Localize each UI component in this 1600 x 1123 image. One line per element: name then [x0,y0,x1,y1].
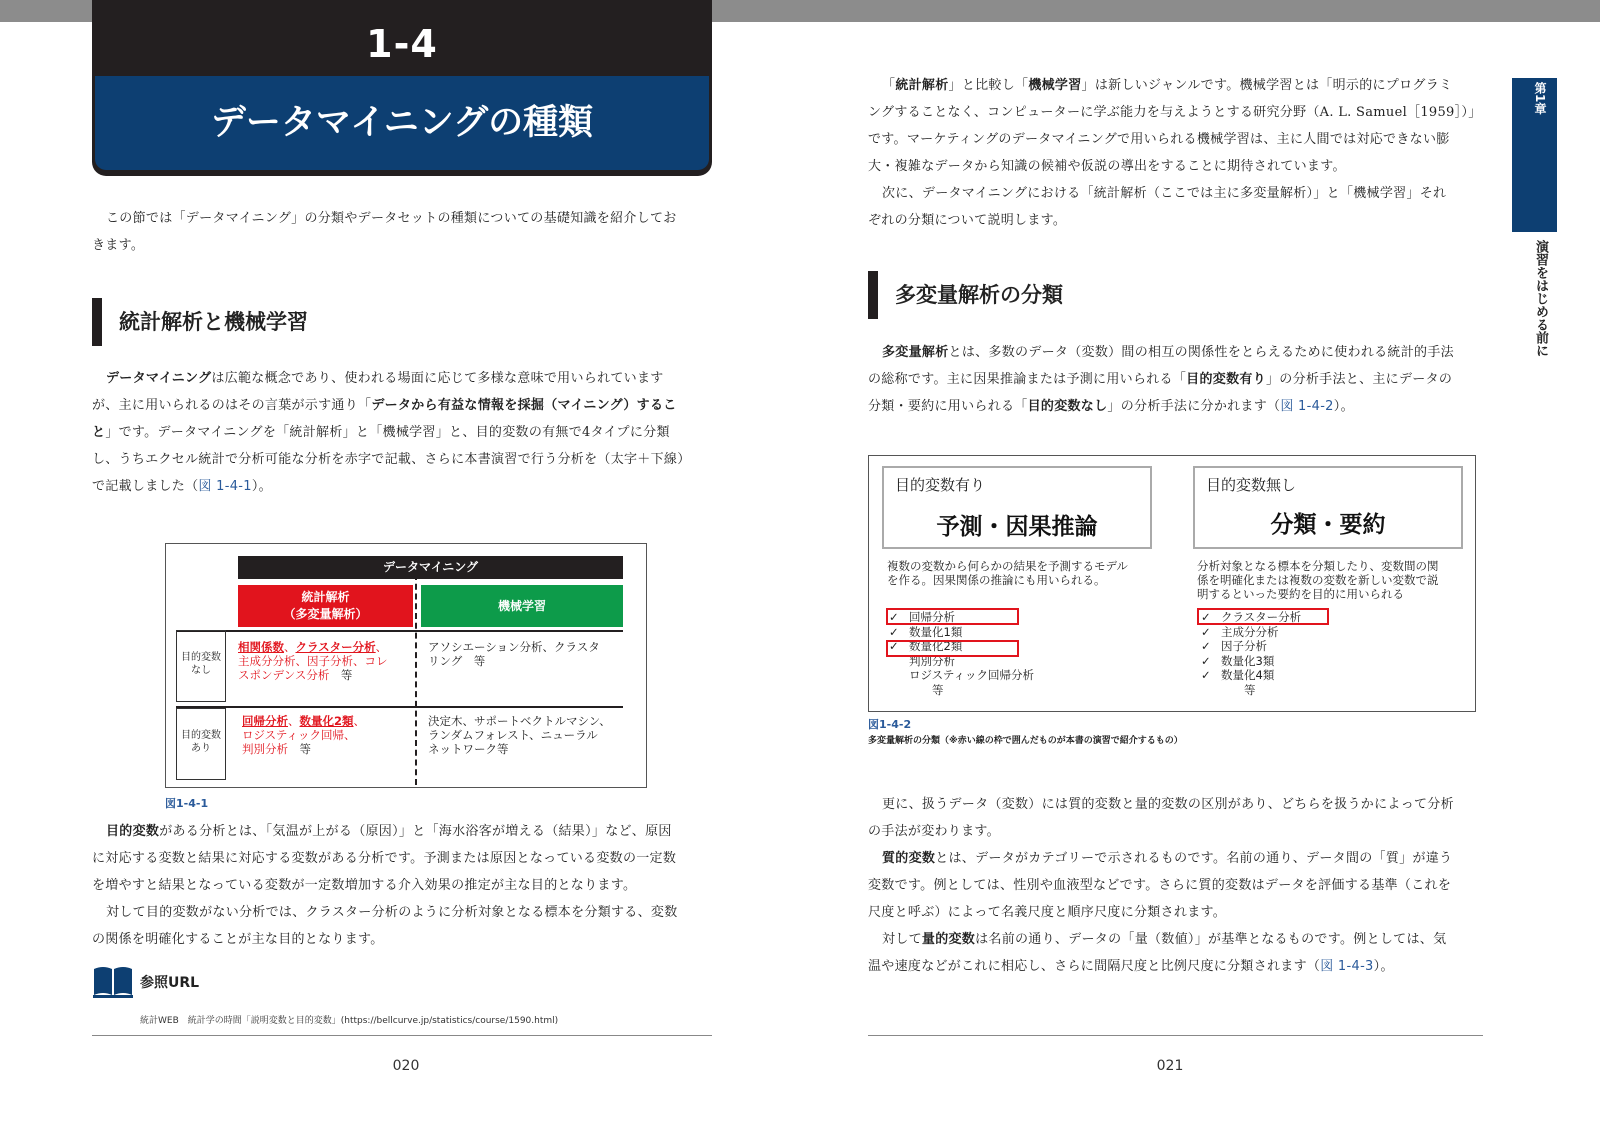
list-item: ✓ 主成分分析 [1201,624,1279,639]
fig2-title-classification: 分類・要約 [1270,512,1386,538]
heading-stat-ml: 統計解析と機械学習 [92,298,492,346]
figure-1-4-2 [868,455,1476,712]
figure-1-4-1 [165,543,647,788]
paragraph-ml-intro: 「統計解析」と比較し「機械学習」は新しいジャンルです。機械学習とは「明示的にプログラミ ングすることなく、コンピューターに学ぶ能力を与えようとする研究分野（A. L. Samuel［1959］）」 です。マーケティングのデータマイニングで用いられる機械学習は、主に人間では対応できない膨 大・複雑なデータから知識の候補や仮説の導出をすることに期待されています。 次に、データマイニングにおける「統計解析（ここでは主に多変量解析）」と「機械学習」それ ぞれの分類について説明します。 [868,78,1482,228]
paragraph-target-variable: 目的変数がある分析とは、「気温が上がる（原因）」と「海水浴客が増える（結果）」など、原因 に対応する変数と結果に対応する変数がある分析です。予測または原因となっている変数の一定数 を増やすと結果となっている変数が一定数増加する介入効果の推定が主な目的となります。 対して目的変数がない分析では、クラスター分析のように分析対象となる標本を分類する、変数 の関係を明確化することが主な目的となります。 [92,824,678,947]
footer-rule [92,1035,712,1036]
fig1-row-label-no-target: 目的変数 なし [176,630,226,702]
page-number-left: 020 [392,1058,420,1074]
fig1-rule-mid [176,706,623,708]
paragraph-datamining: データマイニングは広範な概念であり、使われる場面に応じて多様な意味で用いられています が、主に用いられるのはその言葉が示す通り「データから有益な情報を採掘（マイニング）するこ と」です。データマイニングを「統計解析」と「機械学習」と、目的変数の有無で4タイプに分類 し、うちエクセル統計で分析可能な分析を赤字で記載、さらに本書演習で行う分析を（太字＋下線） で記載しました（図 1-4-1）。 [92,371,691,494]
paragraph-variable-types: 更に、扱うデータ（変数）には質的変数と量的変数の区別があり、どちらを扱うかによって分析 の手法が変わります。 質的変数とは、データがカテゴリーで示されるものです。名前の通り、データ間の「質」が違う 変数です。例としては、性別や血液型などです。さらに質的変数はデータを評価する基準（これを 尺度と呼ぶ）によって名義尺度と順序尺度に分類されます。 対して量的変数は名前の通り、データの「量（数値）」が基準となるものです。例としては、気 温や速度などがこれに相応し、さらに間隔尺度と比例尺度に分類されます（図 1-4-3）。 [868,797,1454,974]
list-item: 等 [909,682,944,697]
paragraph-multivariate: 多変量解析とは、多数のデータ（変数）間の相互の関係性をとらえるために使われる統計的手法 の総称です。主に因果推論または予測に用いられる「目的変数有り」の分析手法と、主にデータの 分類・要約に用いられる「目的変数なし」の分析手法に分かれます（図 1-4-2）。 [868,345,1454,414]
fig1-row-label-target: 目的変数 あり [176,708,226,780]
fig1-cell-ml-no-target: アソシエーション分析、クラスタ リング 等 [428,640,600,668]
list-item: ✓ 因子分析 [1201,639,1267,654]
fig2-label-with-target: 目的変数有り [895,476,986,494]
list-item: ✓ 回帰分析 [889,610,955,624]
fig1-header-stat: 統計解析 （多変量解析） [238,585,413,627]
list-item: ✓ 数量化2類 [889,639,963,654]
list-item: ✓ 数量化4類 [1201,668,1275,683]
page-number-right: 021 [1156,1058,1184,1074]
fig2-desc-without-target: 分析対象となる標本を分類したり、変数間の関 係を明確化または複数の変数を新しい変数で説 明するといった要約を目的に用いられる [1197,559,1439,601]
figure-1-4-2-caption-text: 多変量解析の分類（※赤い線の枠で囲んだものが本書の演習で紹介するもの） [868,736,1183,746]
section-title-bar [95,76,709,170]
figure-ref-link[interactable]: 図 1-4-2 [1280,399,1334,414]
book-icon [92,963,134,999]
right-page [800,0,1600,1123]
figure-1-4-2-caption-number: 図1-4-2 [868,718,912,731]
chapter-tab [1512,78,1557,232]
figure-ref-link[interactable]: 図 1-4-3 [1320,959,1374,974]
list-item: ✓ 数量化3類 [1201,653,1275,668]
fig2-label-without-target: 目的変数無し [1206,476,1297,494]
fig1-cell-stat-no-target: 相関係数、クラスター分析、 主成分分析、因子分析、コレ スポンデンス分析 等 [238,640,388,682]
fig2-title-prediction: 予測・因果推論 [936,514,1098,540]
list-item: ロジスティック回帰分析 [909,668,1035,683]
fig2-desc-with-target: 複数の変数から何らかの結果を予測するモデル を作る。因果関係の推論にも用いられる。 [887,559,1128,587]
intro-paragraph: この節では「データマイニング」の分類やデータセットの種類についての基礎知識を紹介してお きます。 [92,211,677,253]
fig1-header-ml: 機械学習 [421,585,623,627]
reference-url-title: 参照URL [140,975,200,991]
heading-multivariate: 多変量解析の分類 [868,271,1268,319]
fig2-box-with-target [882,466,1152,549]
list-item: ✓ 数量化1類 [889,624,963,639]
fig2-highlight-cluster [1197,608,1329,625]
fig1-divider [415,574,417,785]
reference-url-link[interactable]: 統計WEB 統計学の時間「説明変数と目的変数」(https://bellcurve.jp/statistics/course/1590.html) [140,1016,559,1026]
section-number: 1-4 [366,22,438,66]
fig1-cell-ml-target: 決定木、サポートベクトルマシン、 ランダムフォレスト、ニューラル ネットワーク等 [428,714,611,756]
fig1-header-datamining: データマイニング [238,556,623,579]
list-item: 判別分析 [909,653,955,668]
fig2-box-without-target [1193,466,1463,549]
section-title: データマイニングの種類 [210,103,594,143]
chapter-tab-label: 第1章 [1533,82,1547,115]
list-item: 等 [1221,682,1256,697]
fig2-highlight-regression [886,608,1019,625]
figure-1-4-1-caption: 図1-4-1 [165,797,209,810]
fig2-highlight-quant2 [886,640,1019,657]
chapter-side-title: 演習をはじめる前に [1533,240,1548,357]
footer-rule [868,1035,1483,1036]
figure-ref-link[interactable]: 図 1-4-1 [198,479,252,494]
fig1-rule-top [176,630,623,632]
list-item: ✓ クラスター分析 [1201,610,1302,624]
fig1-cell-stat-target: 回帰分析、数量化2類、 ロジスティック回帰、 判別分析 等 [242,714,366,756]
section-title-block [92,0,712,176]
